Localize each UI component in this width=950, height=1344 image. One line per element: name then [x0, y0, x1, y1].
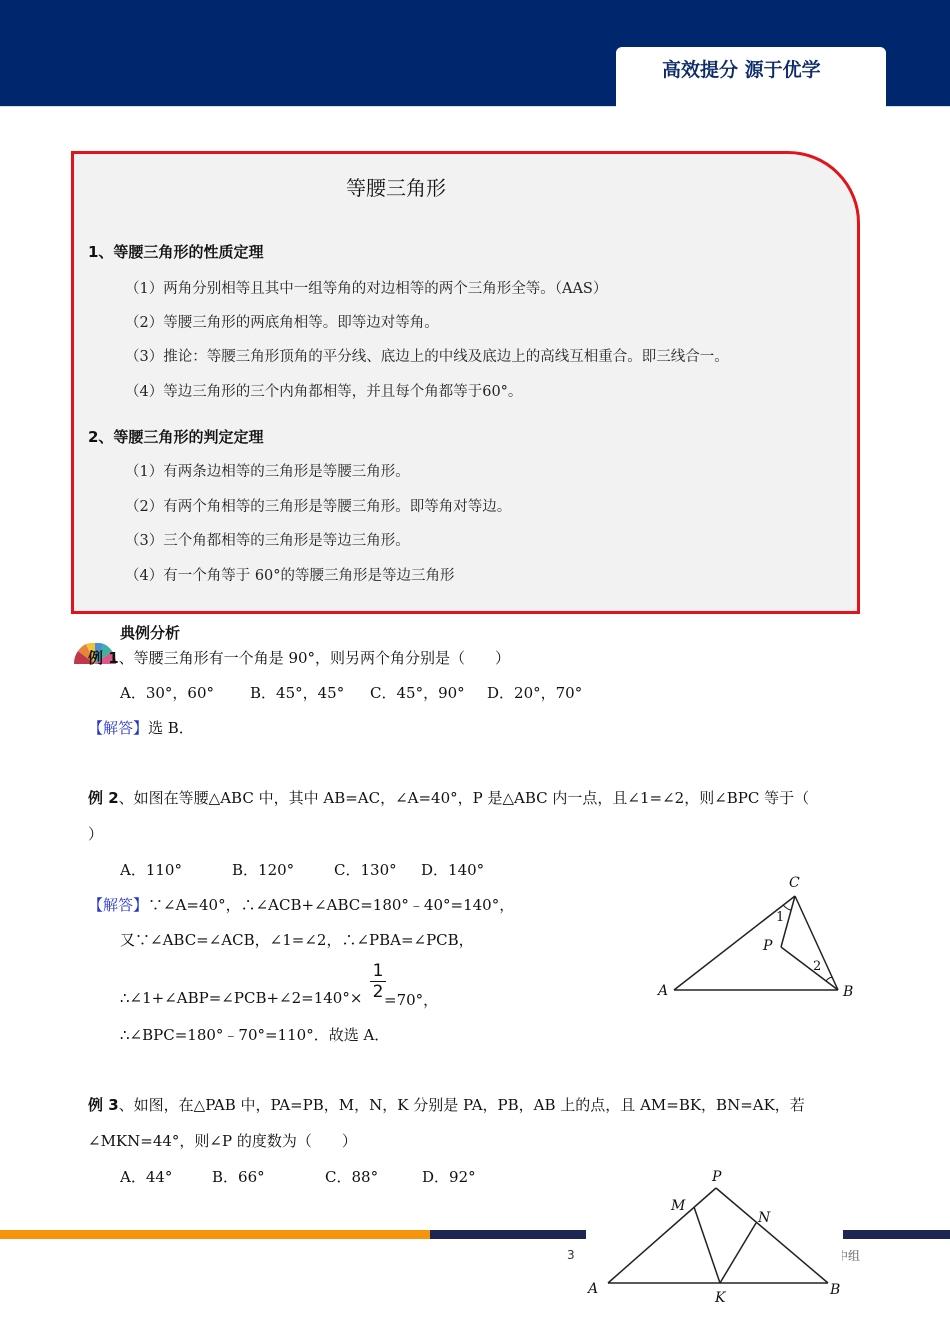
example-3-question-line2: ∠MKN=44°，则∠P 的度数为（ ） — [88, 1132, 357, 1150]
criteria-item: （3）三个角都相等的三角形是等边三角形。 — [125, 533, 410, 549]
label-a: A — [658, 983, 669, 999]
option-c: C．45°，90° — [370, 684, 465, 702]
fraction-denominator: 2 — [372, 982, 384, 1002]
footer-text: 中组 — [836, 1249, 861, 1263]
label-b: B — [843, 984, 854, 1000]
triangle-pab-figure — [586, 1165, 842, 1315]
summary-box — [71, 151, 860, 614]
example-2-solution-line2: 又∵∠ABC=∠ACB，∠1=∠2，∴∠PBA=∠PCB， — [120, 931, 474, 949]
option-d: D．20°，70° — [487, 684, 583, 702]
fraction-numerator: 1 — [372, 961, 384, 981]
footer-orange-bar — [0, 1230, 430, 1239]
example-3-options — [120, 1166, 476, 1187]
section-heading-criteria: 2、等腰三角形的判定定理 — [88, 428, 264, 446]
example-2-solution-line3-end: =70°， — [384, 991, 439, 1009]
slogan-tab — [616, 47, 886, 107]
label-c: C — [789, 875, 800, 891]
example-1-question — [88, 647, 510, 668]
answer-tag: 【解答】 — [88, 719, 149, 737]
example-2-question-line1 — [88, 787, 809, 808]
label-p: P — [712, 1169, 722, 1185]
answer-tag: 【解答】 — [88, 896, 149, 914]
examples-title: 典例分析 — [120, 624, 181, 642]
example-3-label: 例 3 — [88, 1096, 119, 1114]
property-item: （2）等腰三角形的两底角相等。即等边对等角。 — [125, 315, 439, 331]
option-c: C．88° — [325, 1168, 379, 1186]
label-k: K — [715, 1290, 726, 1306]
option-a: A．30°，60° — [120, 684, 215, 702]
label-m: M — [671, 1198, 686, 1214]
footer-navy-bar-left — [430, 1230, 588, 1239]
option-d: D．140° — [421, 861, 485, 879]
example-2-label: 例 2 — [88, 789, 119, 807]
criteria-item: （1）有两条边相等的三角形是等腰三角形。 — [125, 464, 410, 480]
example-2-text: 、如图在等腰△ABC 中，其中 AB=AC，∠A=40°，P 是△ABC 内一点，且∠1=∠2，则∠BPC 等于（ — [118, 789, 810, 807]
page-number: 3 — [567, 1248, 575, 1262]
property-item: （4）等边三角形的三个内角都相等，并且每个角都等于60°。 — [125, 384, 523, 400]
section-heading-properties: 1、等腰三角形的性质定理 — [88, 243, 264, 261]
example-1-text: 、等腰三角形有一个角是 90°，则另两个角分别是（ ） — [118, 649, 511, 667]
option-b: B．45°，45° — [250, 684, 345, 702]
footer-navy-bar-right — [843, 1230, 950, 1239]
label-angle-2: 2 — [813, 959, 822, 974]
example-2-solution-line4: ∴∠BPC=180°﹣70°=110°．故选 A． — [120, 1026, 390, 1044]
label-n: N — [758, 1210, 771, 1226]
property-item: （1）两角分别相等且其中一组等角的对边相等的两个三角形全等。（AAS） — [125, 281, 608, 297]
option-a: A．44° — [120, 1168, 173, 1186]
example-1-answer — [88, 717, 194, 738]
property-item: （3）推论：等腰三角形顶角的平分线、底边上的中线及底边上的高线互相重合。即三线合一。 — [125, 349, 729, 365]
criteria-item: （4）有一个角等于 60°的等腰三角形是等边三角形 — [125, 568, 455, 584]
solution-text: ∵∠A=40°，∴∠ACB+∠ABC=180°﹣40°=140°， — [148, 896, 515, 914]
example-2-options — [120, 859, 484, 880]
option-b: B．66° — [212, 1168, 265, 1186]
option-a: A．110° — [120, 861, 182, 879]
example-1-label: 例 1 — [88, 649, 119, 667]
option-b: B．120° — [232, 861, 295, 879]
option-d: D．92° — [422, 1168, 476, 1186]
slogan-text: 高效提分 源于优学 — [662, 59, 821, 81]
example-2-solution-line3: ∴∠1+∠ABP=∠PCB+∠2=140°× — [120, 989, 363, 1007]
example-1-options — [120, 682, 582, 703]
option-c: C．130° — [334, 861, 397, 879]
triangle-abc-figure — [650, 868, 870, 1008]
example-3-text: 、如图，在△PAB 中，PA=PB，M，N，K 分别是 PA，PB，AB 上的点，且 AM=BK，BN=AK，若 — [118, 1096, 805, 1114]
answer-text: 选 B． — [148, 719, 194, 737]
label-b: B — [830, 1282, 841, 1298]
example-3-question-line1 — [88, 1094, 805, 1115]
summary-title: 等腰三角形 — [346, 176, 446, 200]
example-2-question-line2: ） — [88, 825, 104, 843]
label-angle-1: 1 — [776, 910, 785, 925]
label-a: A — [588, 1281, 599, 1297]
criteria-item: （2）有两个角相等的三角形是等腰三角形。即等角对等边。 — [125, 499, 512, 515]
label-p: P — [763, 938, 773, 954]
example-2-solution-line1 — [88, 894, 514, 915]
